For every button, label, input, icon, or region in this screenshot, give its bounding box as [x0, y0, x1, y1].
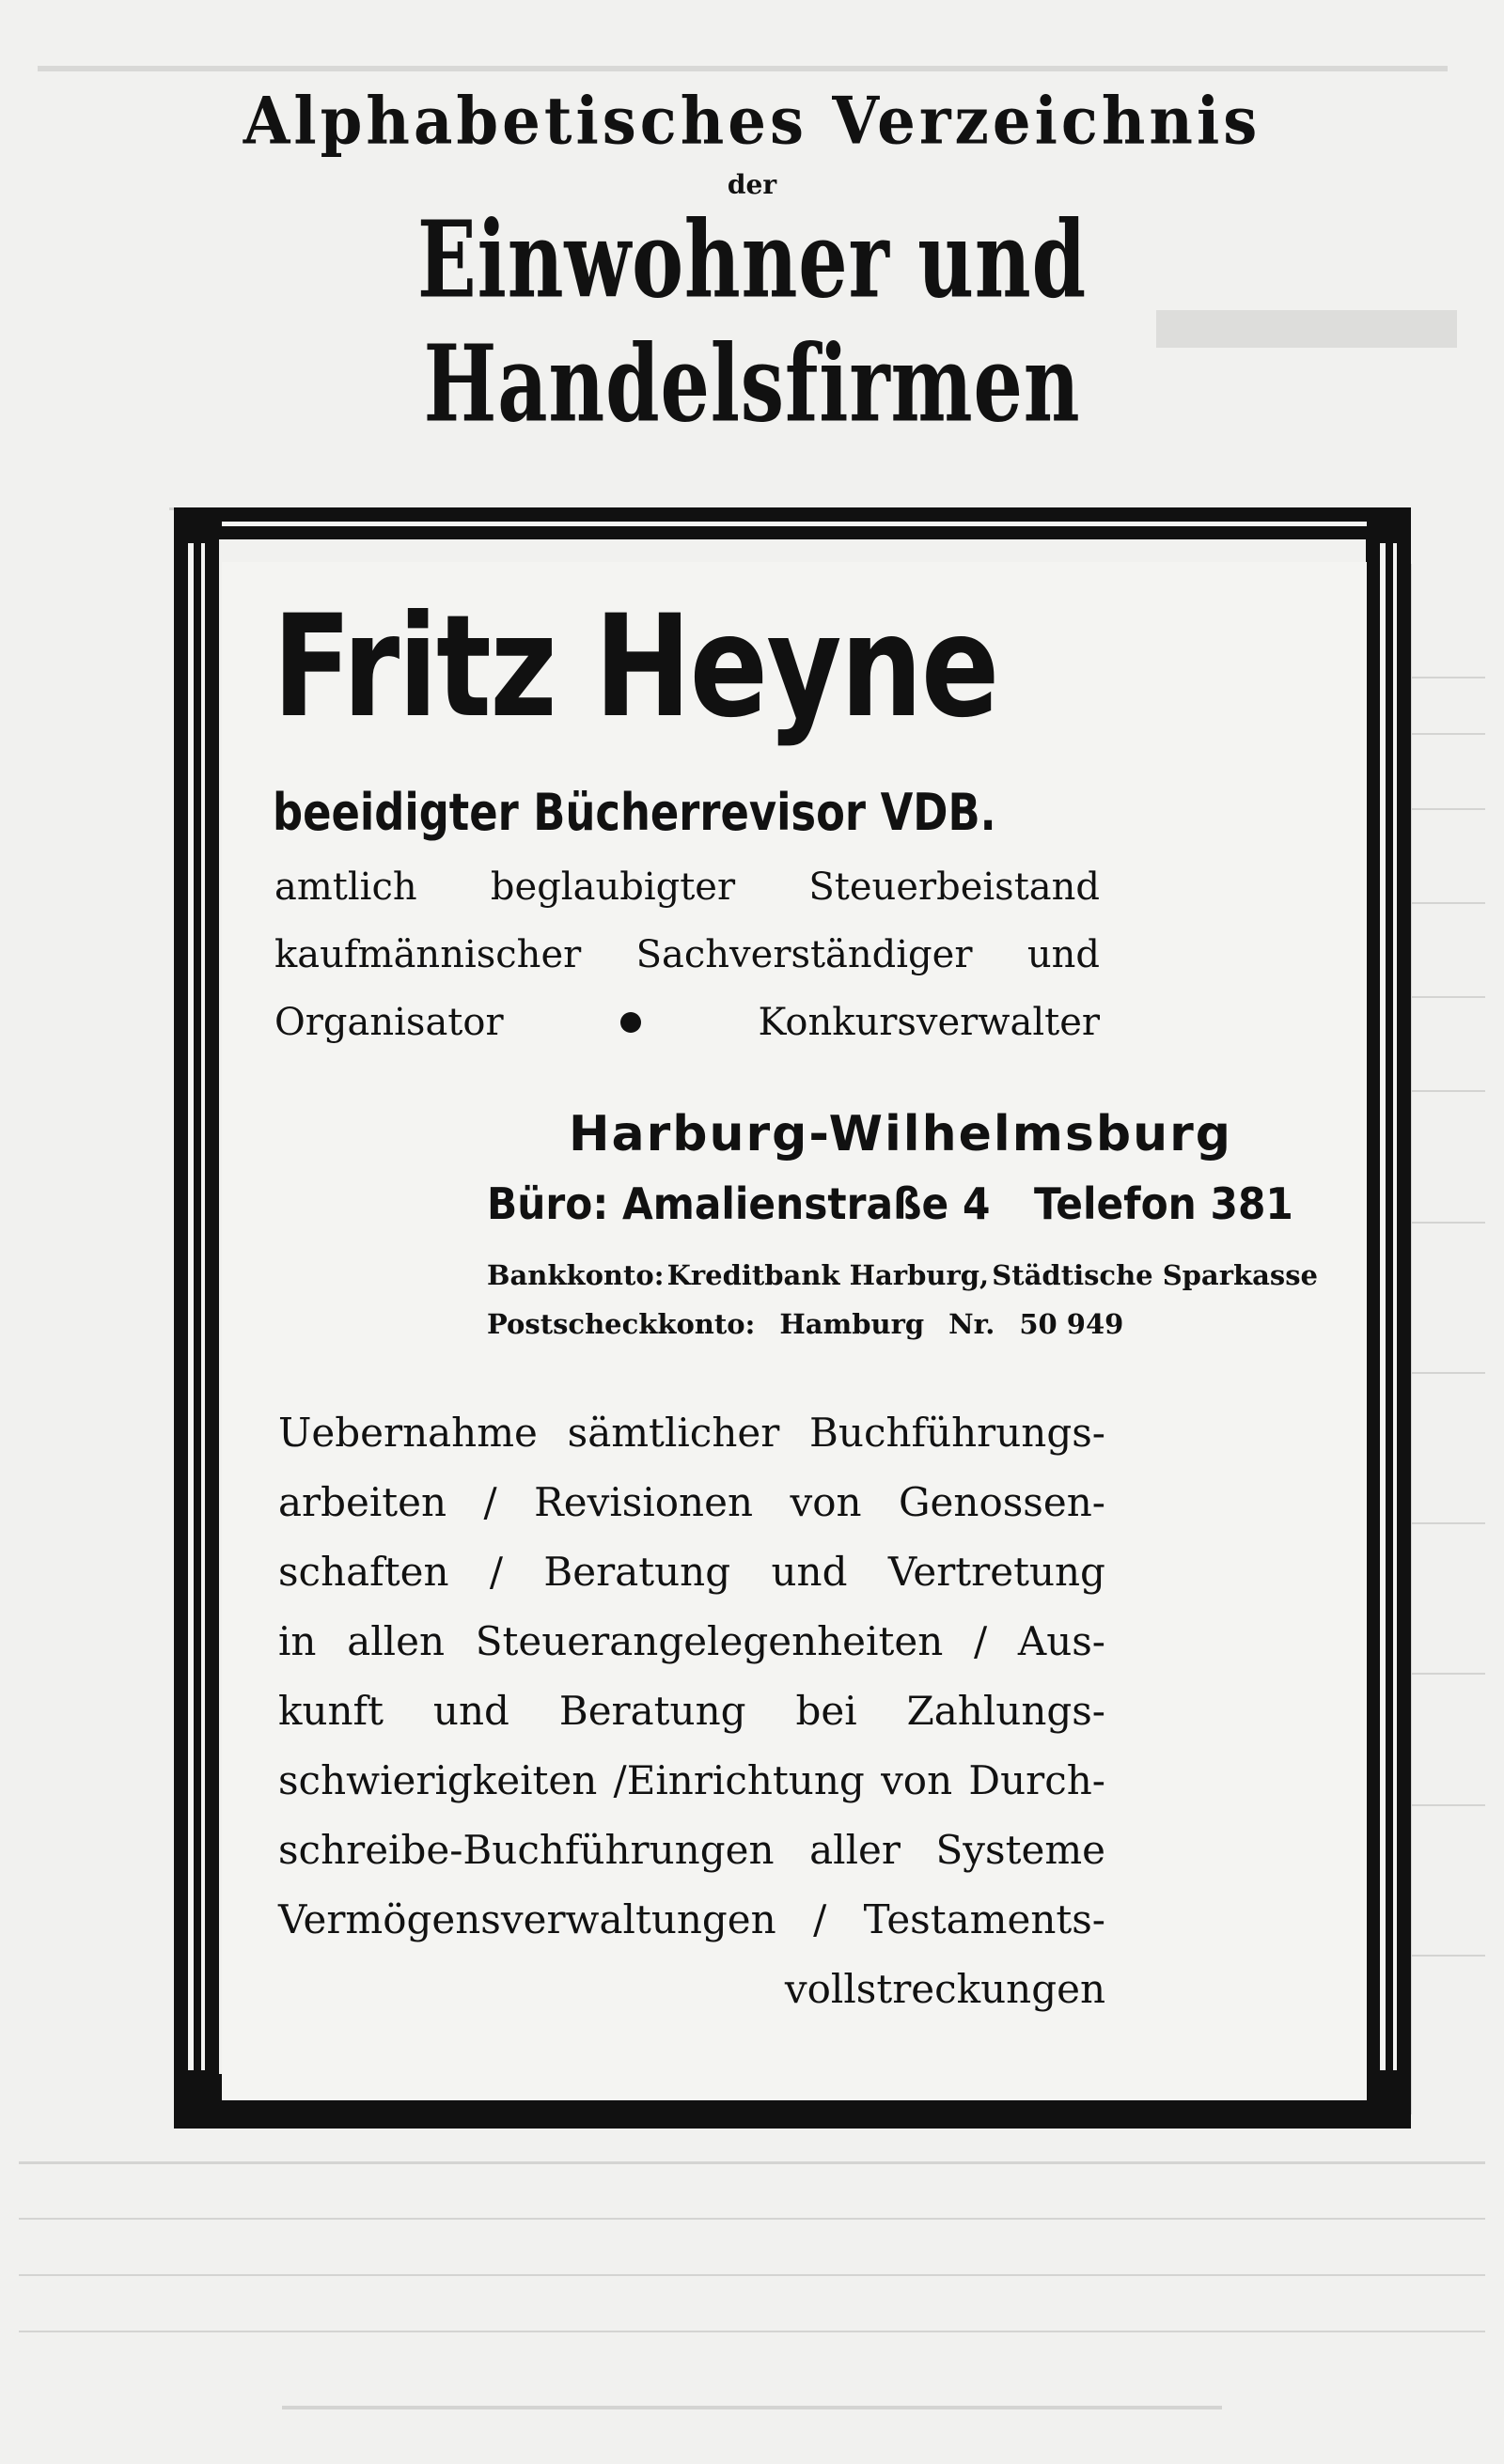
phone-number: Telefon 381 — [1033, 1178, 1293, 1229]
header-subtitle: Einwohner und Handelsfirmen — [417, 197, 1087, 447]
services-line: kunft und Beratung bei Zahlungs- — [278, 1688, 1105, 1734]
header-connector: der — [727, 169, 777, 200]
services-line: schwierigkeiten /Einrichtung von Durch- — [278, 1757, 1105, 1803]
postal-check-account: Postscheckkonto: Hamburg Nr. 50 949 — [487, 1308, 1124, 1340]
qualification-line: kaufmännischer Sachverständiger und — [274, 933, 1100, 976]
qualification-line: Organisator Konkursverwalter — [274, 1001, 1100, 1044]
office-line — [487, 1178, 1314, 1229]
qualification-line: amtlich beglaubigter Steuerbeistand — [274, 866, 1100, 909]
services-line: arbeiten / Revisionen von Genossen- — [278, 1479, 1105, 1525]
services-line: schreibe-Buchführungen aller Systeme — [278, 1827, 1105, 1873]
services-line: schaften / Beratung und Vertretung — [278, 1549, 1105, 1595]
header-title: Alphabetisches Verzeichnis — [243, 84, 1261, 160]
city-name: Harburg-Wilhelmsburg — [569, 1106, 1232, 1162]
services-line: in allen Steuerangelegenheiten / Aus- — [278, 1618, 1105, 1664]
services-line: vollstreckungen — [784, 1966, 1105, 2012]
advertiser-name: Fritz Heyne — [273, 585, 998, 749]
services-line: Vermögensverwaltungen / Testaments- — [278, 1896, 1105, 1942]
advertiser-title: beeidigter Bücherrevisor VDB. — [273, 783, 996, 842]
bank-account: Bankkonto: Kreditbank Harburg, Städtische Sparkasse — [487, 1259, 1318, 1291]
bullet-icon — [620, 1012, 641, 1033]
services-line: Uebernahme sämtlicher Buchführungs- — [278, 1410, 1105, 1456]
office-address: Büro: Amalienstraße 4 — [487, 1178, 991, 1229]
